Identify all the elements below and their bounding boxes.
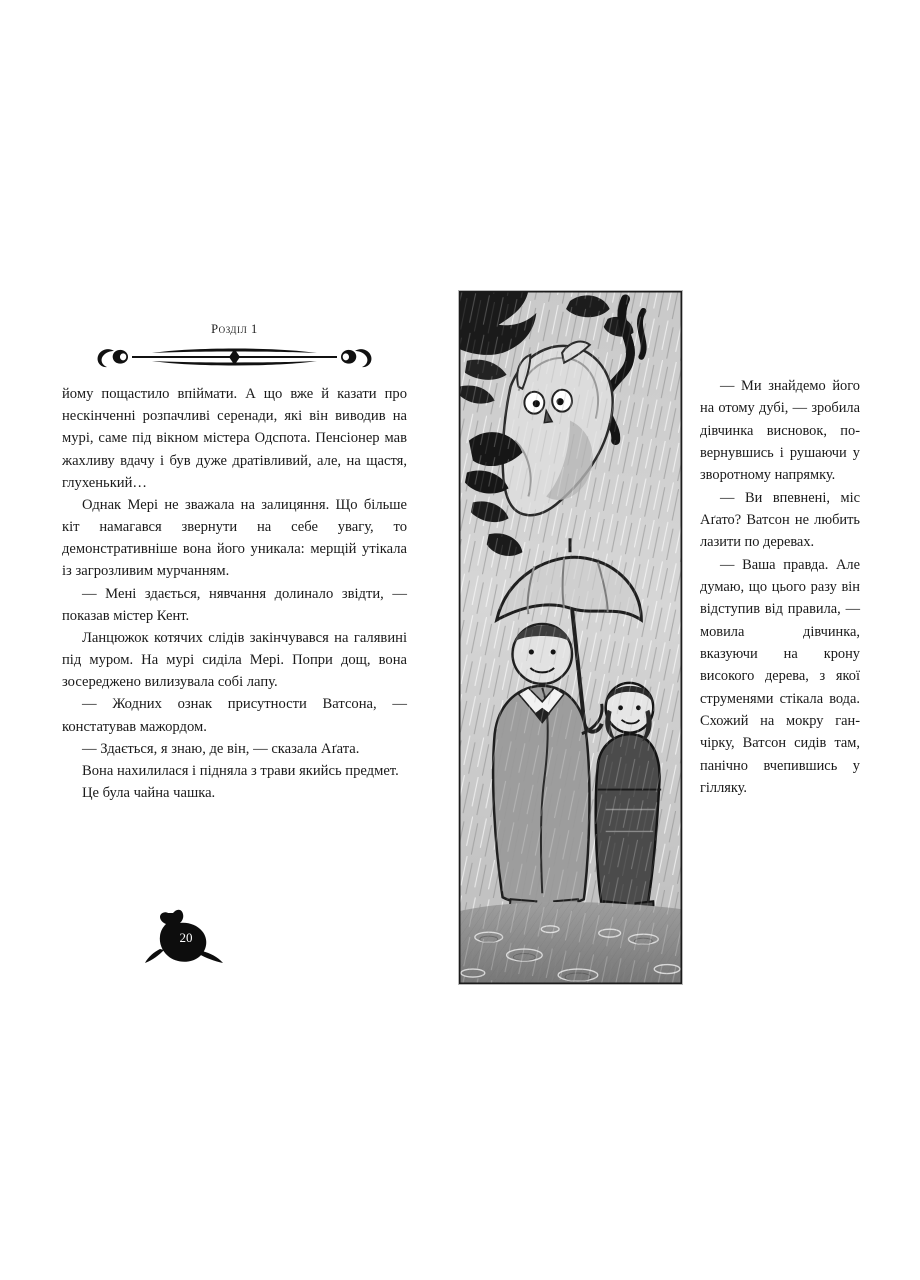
paragraph: — Ваша правда. Але думаю, що цього разу він відступив від правила, — мовила дівчинка, вказуючи на крону високого дерева, з якої струменями стікала вода. Схожий на мокру ганчірку, Ватсон сидів там, панічно вчепившись у гілляку.: [700, 556, 860, 796]
paragraph: йому пощастило впіймати. А що вже й казати про нескінченні розпачливі серенади, які він виводив на мурі, саме під вікном містера Одспота. Пенсіонер мав жахливу вдачу і був дуже дратівливий, але, на щастя, глухенький…: [62, 386, 407, 491]
right-body-text: [700, 375, 860, 799]
paragraph: Однак Мері не зважала на залицяння. Що більше кіт намагався звернути на себе увагу, то демонстративніше вона його уникала: мерщій утікала із загрозливим мурчанням.: [62, 496, 407, 580]
paragraph: — Ми знайдемо його на отому дубі, — зробила дівчинка висновок, повернувшись і рушаючи у зворотному напрямку.: [700, 378, 860, 484]
chapter-running-head: Розділ 1: [211, 322, 258, 336]
paragraph: Вона нахилилася і підняла з трави якийсь предмет.: [82, 762, 399, 779]
ornament-divider: [92, 343, 377, 369]
left-body-text: [62, 383, 407, 804]
paragraph: — Мені здається, нявчання долинало звідти, — показав містер Кент.: [62, 585, 407, 624]
folio-badge: [140, 907, 230, 967]
paragraph: — Ви впевнені, міс Аґато? Ватсон не любить лазити по деревах.: [700, 489, 860, 551]
page-number: 20: [179, 930, 193, 945]
chapter-illustration: [458, 290, 683, 985]
right-text-column: [700, 375, 860, 799]
paragraph: Це була чайна чашка.: [82, 785, 216, 802]
paragraph: Ланцюжок котячих слідів закінчувався на галявині під муром. На мурі сиділа Мері. Попри дощ, вона зосереджено вилизувала собі лапу.: [62, 629, 407, 691]
illustration-artwork: [459, 291, 682, 984]
left-text-column: [62, 322, 407, 804]
paragraph: — Жодних ознак присутности Ватсона, — констатував мажордом.: [62, 696, 407, 735]
paragraph: — Здається, я знаю, де він, — сказала Аґата.: [82, 740, 360, 757]
